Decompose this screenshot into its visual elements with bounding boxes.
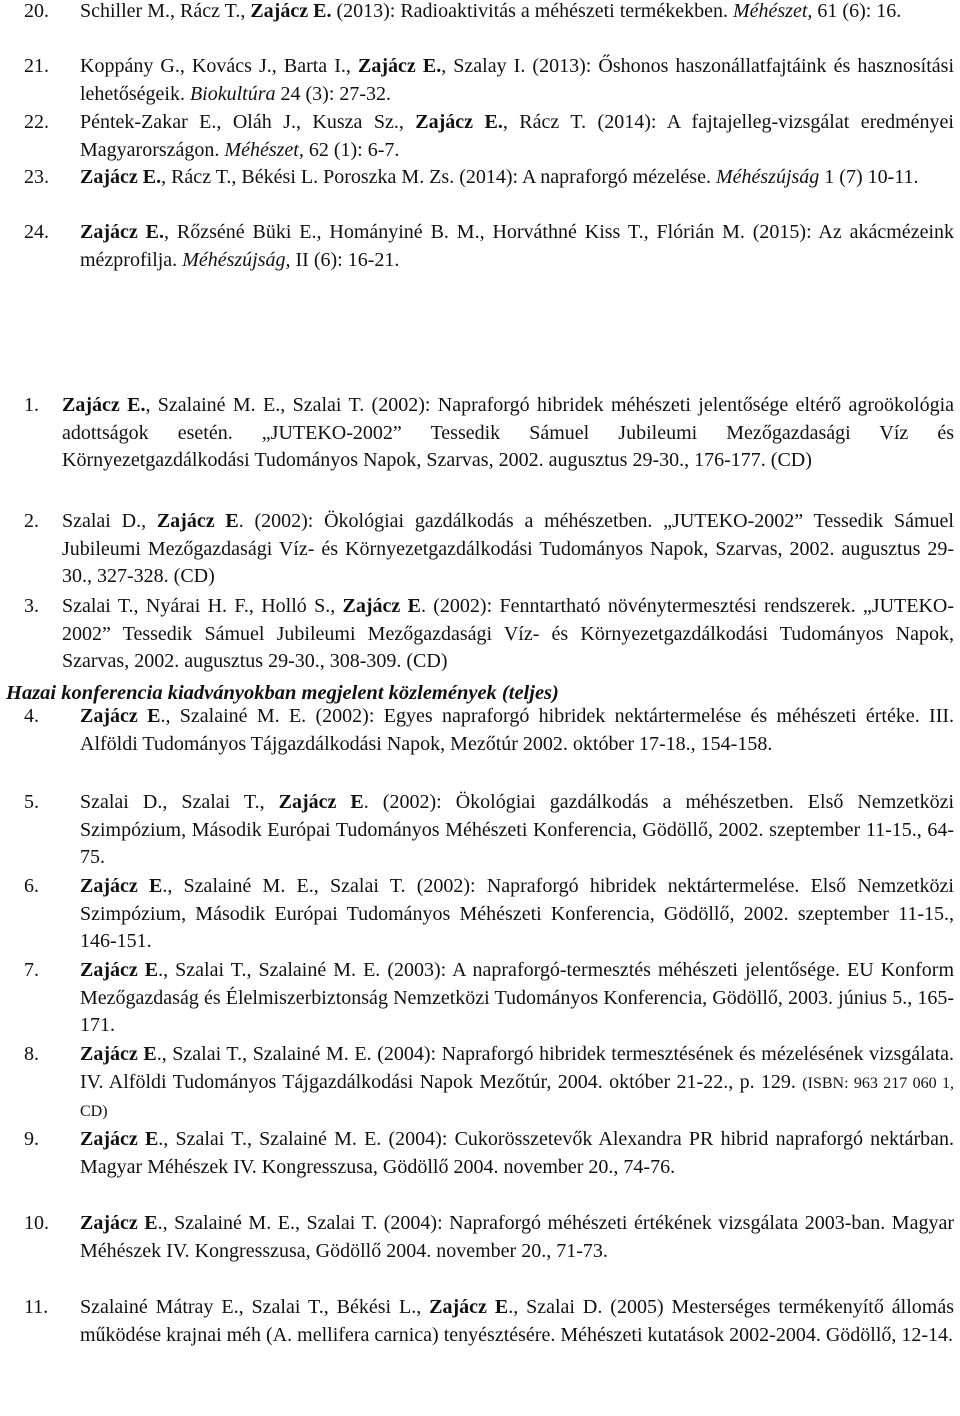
- reference-number: 5.: [24, 791, 39, 813]
- author-highlight: Zajácz E.: [358, 55, 442, 77]
- reference-number: 4.: [24, 705, 39, 727]
- author-highlight: Zajácz E.: [80, 166, 162, 188]
- reference-text: [80, 703, 954, 758]
- reference-number: 8.: [24, 1043, 39, 1065]
- author-highlight: Zajácz E: [80, 959, 159, 981]
- journal-name: Méhészet,: [224, 138, 304, 161]
- reference-number: 9.: [24, 1128, 39, 1150]
- reference-text: [80, 873, 954, 956]
- reference-segment: Schiller M., Rácz T.,: [80, 0, 251, 22]
- author-highlight: Zajácz E: [429, 1296, 509, 1318]
- author-highlight: Zajácz E.: [80, 221, 164, 243]
- reference-segment: . (2002): Fenntartható növénytermesztési rendszerek. „JUTEKO-2002” Tessedik Sámuel Jubileumi Mezőgazdasági Víz- és Környezetgazdálkodási Tudományos Napok, Szarvas, 2002. augusztus 29-30., 308-309. (CD): [62, 595, 955, 673]
- reference-segment: Péntek-Zakar E., Oláh J., Kusza Sz.,: [80, 111, 416, 133]
- reference-text: [80, 1126, 954, 1181]
- reference-text: [80, 1294, 954, 1349]
- journal-name: Méhészet,: [732, 0, 813, 22]
- author-highlight: Zajácz E: [278, 791, 364, 813]
- author-highlight: Zajácz E: [80, 705, 161, 727]
- reference-text: [62, 392, 954, 475]
- reference-segment: . (2002): Ökológiai gazdálkodás a méhészetben. „JUTEKO-2002” Tessedik Sámuel Jubileumi Mezőgazdasági Víz- és Környezetgazdálkodási Tudományos Napok, Szarvas, 2002. augusztus 29-30., 327-328. (CD): [62, 510, 954, 588]
- reference-number: 7.: [24, 959, 39, 981]
- reference-segment: (2013): Radioaktivitás a méhészeti termékekben.: [331, 0, 733, 22]
- reference-number: 3.: [24, 595, 39, 617]
- reference-segment: Szalai T., Nyárai H. F., Holló S.,: [62, 595, 343, 617]
- author-highlight: Zajácz E: [80, 1212, 158, 1234]
- reference-number: 1.: [24, 394, 39, 416]
- reference-number: 23.: [24, 166, 49, 188]
- author-highlight: Zajácz E: [80, 1128, 159, 1150]
- reference-segment: II (6): 16-21.: [290, 248, 400, 271]
- reference-number: 20.: [24, 0, 49, 22]
- author-highlight: Zajácz E.: [250, 0, 332, 22]
- reference-text: [80, 53, 954, 108]
- reference-segment: 61 (6): 16.: [812, 0, 902, 22]
- reference-segment: 62 (1): 6-7.: [303, 138, 400, 161]
- reference-segment: ., Szalainé M. E. (2002): Egyes napraforgó hibridek nektártermelése és méhészeti értéke. III. Alföldi Tudományos Tájgazdálkodási Napok, Mezőtúr 2002. október 17-18., 154-158.: [80, 705, 955, 755]
- section-heading: Hazai konferencia kiadványokban megjelent közlemények (teljes): [6, 682, 559, 704]
- reference-segment: . (2002): Ökológiai gazdálkodás a méhészetben. Első Nemzetközi Szimpózium, Második Európai Tudományos Méhészeti Konferencia, Gödöllő, 2002. szeptember 11-15., 64-75.: [80, 791, 954, 869]
- reference-segment: , Szalainé M. E., Szalai T. (2002): Napraforgó hibridek méhészeti jelentősége eltérő agroökológia adottságok esetén. „JUTEKO-2002” Tessedik Sámuel Jubileumi Mezőgazdasági Víz és Környezetgazdálkodási Tudományos Napok, Szarvas, 2002. augusztus 29-30., 176-177. (CD): [62, 394, 954, 472]
- reference-text: [80, 164, 954, 192]
- reference-number: 24.: [24, 221, 49, 243]
- reference-text: [80, 957, 954, 1040]
- reference-number: 6.: [24, 875, 39, 897]
- reference-segment: Szalai D., Szalai T.,: [80, 791, 279, 813]
- reference-segment: ., Szalai T., Szalainé M. E. (2004): Cukorösszetevők Alexandra PR hibrid napraforgó nektárban. Magyar Méhészek IV. Kongresszusa, Gödöllő 2004. november 20., 74-76.: [80, 1128, 954, 1178]
- journal-name: Biokultúra: [189, 82, 276, 105]
- reference-segment: (ISBN: 963 217 060 1, CD): [80, 1074, 954, 1121]
- reference-text: [80, 0, 954, 26]
- reference-number: 21.: [24, 55, 49, 77]
- reference-text: [62, 508, 954, 591]
- reference-number: 10.: [24, 1212, 49, 1234]
- reference-segment: ., Szalai D. (2005) Mesterséges termékenyítő állomás működése krajnai méh (A. mellifera carnica) tenyésztésére. Méhészeti kutatások 2002-2004. Gödöllő, 12-14.: [80, 1296, 955, 1346]
- reference-segment: ., Szalai T., Szalainé M. E. (2004): Napraforgó hibridek termesztésének és mézelésének vizsgálata. IV. Alföldi Tudományos Tájgazdálkodási Napok Mezőtúr, 2004. október 21-22., p. 129.: [80, 1043, 955, 1093]
- reference-segment: ., Szalainé M. E., Szalai T. (2004): Napraforgó méhészeti értékének vizsgálata 2003-ban. Magyar Méhészek IV. Kongresszusa, Gödöllő 2004. november 20., 71-73.: [80, 1212, 954, 1262]
- reference-segment: Koppány G., Kovács J., Barta I.,: [80, 55, 359, 77]
- reference-segment: , Rőzséné Büki E., Hományiné B. M., Horváthné Kiss T., Flórián M. (2015): Az akácmézeink mézprofilja.: [80, 221, 954, 271]
- reference-number: 11.: [24, 1296, 49, 1318]
- reference-segment: Szalainé Mátray E., Szalai T., Békési L.,: [80, 1296, 430, 1318]
- reference-text: [80, 1210, 954, 1265]
- author-highlight: Zajácz E: [80, 875, 163, 897]
- reference-number: 22.: [24, 111, 49, 133]
- author-highlight: Zajácz E.: [62, 394, 146, 416]
- author-highlight: Zajácz E.: [415, 111, 503, 133]
- reference-segment: 24 (3): 27-32.: [275, 82, 392, 105]
- reference-text: [62, 593, 954, 676]
- reference-segment: ., Szalai T., Szalainé M. E. (2003): A napraforgó-termesztés méhészeti jelentősége. EU Konform Mezőgazdaság és Élelmiszerbiztonság Nemzetközi Tudományos Konferencia, Gödöllő, 2003. június 5., 165-171.: [80, 959, 955, 1037]
- author-highlight: Zajácz E: [80, 1043, 157, 1065]
- journal-name: Méhészújság,: [182, 248, 291, 271]
- reference-segment: 1 (7) 10-11.: [819, 166, 919, 188]
- reference-text: [80, 109, 954, 164]
- author-highlight: Zajácz E: [156, 510, 239, 532]
- reference-segment: ., Szalainé M. E., Szalai T. (2002): Napraforgó hibridek nektártermelése. Első Nemzetközi Szimpózium, Második Európai Tudományos Méhészeti Konferencia, Gödöllő, 2002. szeptember 11-15., 146-151.: [80, 875, 954, 953]
- reference-text: [80, 1041, 954, 1126]
- author-highlight: Zajácz E: [342, 595, 421, 617]
- reference-segment: Szalai D.,: [62, 510, 157, 532]
- reference-segment: , Rácz T., Békési L. Poroszka M. Zs. (2014): A napraforgó mézelése.: [161, 166, 716, 188]
- reference-text: [80, 789, 954, 872]
- journal-name: Méhészújság: [715, 166, 820, 188]
- reference-text: [80, 219, 954, 274]
- reference-segment: , Rácz T. (2014): A fajtajelleg-vizsgálat eredményei Magyarországon.: [80, 111, 954, 161]
- reference-segment: , Szalay I. (2013): Őshonos haszonállatfajtáink és hasznosítási lehetőségeik.: [80, 55, 955, 105]
- reference-number: 2.: [24, 510, 39, 532]
